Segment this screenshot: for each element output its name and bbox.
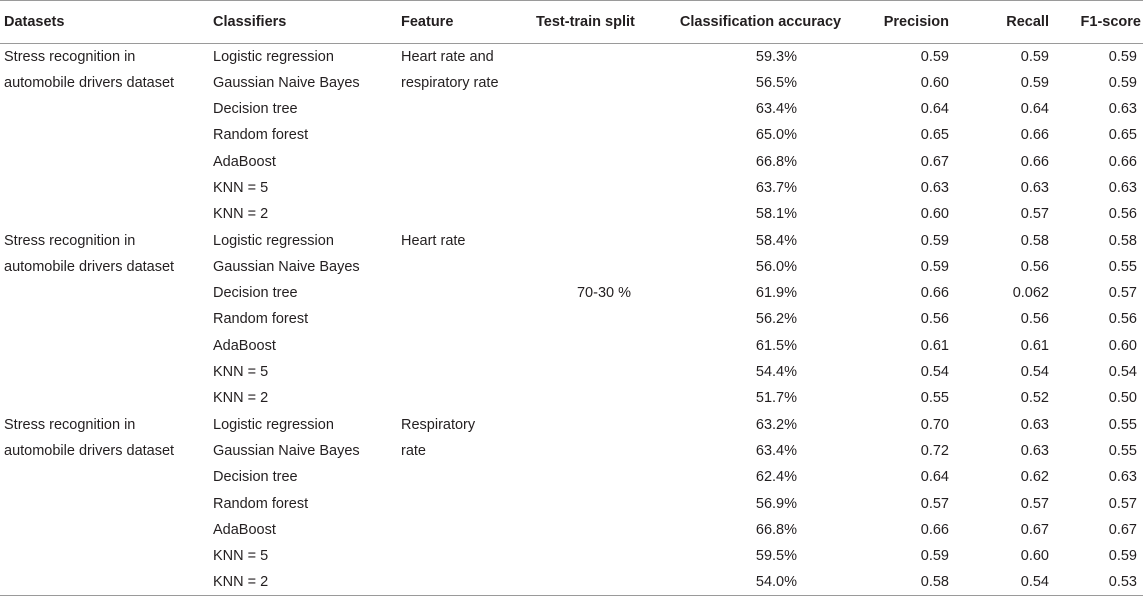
table-row — [0, 464, 1143, 490]
feature-cell — [401, 569, 536, 595]
dataset-cell — [0, 517, 213, 543]
precision-cell: 0.54 — [920, 364, 949, 381]
header-feature: Feature — [401, 1, 536, 44]
recall-cell: 0.66 — [1020, 127, 1049, 144]
feature-cell — [401, 201, 536, 227]
recall-cell: 0.062 — [1012, 285, 1049, 302]
classifier-cell: KNN = 5 — [213, 179, 269, 196]
dataset-cell — [0, 306, 213, 332]
table-row — [0, 569, 1143, 595]
feature-cell — [401, 96, 536, 122]
accuracy-cell: 66.8% — [755, 153, 797, 170]
table-row — [0, 359, 1143, 385]
table-row — [0, 228, 1143, 254]
dataset-label: automobile drivers dataset — [4, 258, 175, 275]
split-cell — [536, 149, 672, 175]
precision-cell: 0.59 — [920, 49, 949, 65]
dataset-cell — [0, 201, 213, 227]
feature-cell — [401, 306, 536, 332]
table-row — [0, 333, 1143, 359]
f1-score-cell: 0.59 — [1108, 548, 1137, 565]
table-row — [0, 254, 1143, 280]
accuracy-cell: 58.1% — [755, 206, 797, 223]
accuracy-cell: 56.9% — [755, 495, 797, 512]
recall-cell: 0.54 — [1020, 364, 1049, 381]
table-row — [0, 306, 1143, 332]
feature-cell — [401, 122, 536, 148]
accuracy-cell: 66.8% — [755, 521, 797, 538]
split-cell — [536, 44, 672, 70]
classifier-cell: Random forest — [213, 495, 309, 512]
precision-cell: 0.57 — [920, 495, 949, 512]
split-cell — [536, 122, 672, 148]
header-datasets: Datasets — [0, 1, 213, 44]
feature-cell — [401, 412, 536, 438]
accuracy-cell: 65.0% — [755, 127, 797, 144]
table-row — [0, 412, 1143, 438]
table-header — [0, 1, 1143, 44]
accuracy-cell: 58.4% — [755, 232, 797, 249]
header-test-train-split: Test-train split — [536, 1, 672, 44]
feature-label: Heart rate and — [401, 49, 494, 65]
f1-score-cell: 0.57 — [1108, 495, 1137, 512]
feature-cell — [401, 517, 536, 543]
header-f1-score: F1-score — [1063, 1, 1143, 44]
table-row — [0, 543, 1143, 569]
split-cell — [536, 359, 672, 385]
precision-cell: 0.66 — [920, 285, 949, 302]
recall-cell: 0.61 — [1020, 337, 1049, 354]
table-row — [0, 438, 1143, 464]
dataset-cell — [0, 543, 213, 569]
classifier-cell: AdaBoost — [213, 337, 276, 354]
accuracy-cell: 63.4% — [755, 101, 797, 118]
precision-cell: 0.59 — [920, 232, 949, 249]
f1-score-cell: 0.53 — [1063, 569, 1143, 595]
feature-cell — [401, 464, 536, 490]
table-row — [0, 96, 1143, 122]
classifier-cell: Gaussian Naive Bayes — [213, 442, 360, 459]
feature-label: Respiratory — [401, 416, 476, 433]
classifier-cell: KNN = 2 — [213, 206, 269, 223]
split-value: 70-30 % — [576, 285, 631, 302]
recall-cell: 0.56 — [1020, 311, 1049, 328]
feature-cell — [401, 491, 536, 517]
split-cell — [536, 70, 672, 96]
header-recall: Recall — [963, 1, 1063, 44]
dataset-label: Stress recognition in — [4, 232, 136, 249]
recall-cell: 0.60 — [1020, 548, 1049, 565]
header-classification-accuracy: Classification accuracy — [672, 1, 849, 44]
feature-cell — [401, 359, 536, 385]
precision-cell: 0.60 — [920, 206, 949, 223]
f1-score-cell: 0.57 — [1108, 285, 1137, 302]
accuracy-cell: 56.0% — [755, 258, 797, 275]
f1-score-cell: 0.50 — [1108, 390, 1137, 407]
table-row — [0, 70, 1143, 96]
precision-cell: 0.64 — [920, 101, 949, 118]
accuracy-cell: 63.2% — [755, 416, 797, 433]
split-cell — [536, 280, 672, 306]
feature-cell — [401, 70, 536, 96]
recall-cell: 0.57 — [1020, 206, 1049, 223]
dataset-cell — [0, 569, 213, 595]
precision-cell: 0.59 — [920, 258, 949, 275]
feature-cell — [401, 543, 536, 569]
dataset-cell — [0, 70, 213, 96]
classifier-cell: AdaBoost — [213, 153, 276, 170]
split-cell — [536, 464, 672, 490]
split-cell — [536, 333, 672, 359]
recall-cell: 0.59 — [1020, 74, 1049, 91]
classifier-cell: Random forest — [213, 127, 309, 144]
split-cell — [536, 306, 672, 332]
f1-score-cell: 0.66 — [1108, 153, 1137, 170]
classifier-cell: Random forest — [213, 311, 309, 328]
recall-cell: 0.67 — [1020, 521, 1049, 538]
dataset-cell — [0, 96, 213, 122]
f1-score-cell: 0.54 — [1108, 364, 1137, 381]
accuracy-cell: 59.5% — [755, 548, 797, 565]
dataset-cell — [0, 228, 213, 254]
dataset-cell — [0, 359, 213, 385]
feature-label: rate — [401, 442, 426, 459]
classifier-cell: KNN = 5 — [213, 548, 269, 565]
precision-cell: 0.55 — [920, 390, 949, 407]
feature-cell — [401, 149, 536, 175]
split-cell — [536, 517, 672, 543]
precision-cell: 0.70 — [920, 416, 949, 433]
precision-cell: 0.64 — [920, 469, 949, 486]
classifier-cell: KNN = 2 — [213, 390, 269, 407]
dataset-cell — [0, 254, 213, 280]
header-classifiers: Classifiers — [213, 1, 401, 44]
split-cell — [536, 491, 672, 517]
recall-cell: 0.64 — [1020, 101, 1049, 118]
feature-cell — [401, 333, 536, 359]
recall-cell: 0.56 — [1020, 258, 1049, 275]
split-cell — [536, 569, 672, 595]
f1-score-cell: 0.67 — [1108, 521, 1137, 538]
precision-cell: 0.67 — [920, 153, 949, 170]
f1-score-cell: 0.59 — [1108, 49, 1137, 65]
split-cell — [536, 175, 672, 201]
f1-score-cell: 0.63 — [1108, 469, 1137, 486]
dataset-cell — [0, 175, 213, 201]
accuracy-cell: 61.9% — [755, 285, 797, 302]
classifier-cell: Gaussian Naive Bayes — [213, 74, 360, 91]
table-row — [0, 201, 1143, 227]
table-row — [0, 517, 1143, 543]
dataset-label: automobile drivers dataset — [4, 74, 175, 91]
classifier-cell: Decision tree — [213, 101, 298, 118]
dataset-label: automobile drivers dataset — [4, 442, 175, 459]
feature-cell — [401, 280, 536, 306]
feature-cell — [401, 385, 536, 411]
feature-cell — [401, 44, 536, 70]
recall-cell: 0.63 — [1020, 416, 1049, 433]
split-cell — [536, 543, 672, 569]
classifier-cell: AdaBoost — [213, 521, 276, 538]
accuracy-cell: 59.3% — [755, 49, 797, 65]
precision-cell: 0.56 — [920, 311, 949, 328]
table-row — [0, 122, 1143, 148]
table-row — [0, 149, 1143, 175]
split-cell — [536, 201, 672, 227]
precision-cell: 0.66 — [920, 521, 949, 538]
split-cell — [536, 438, 672, 464]
dataset-label: Stress recognition in — [4, 49, 136, 65]
f1-score-cell: 0.59 — [1108, 74, 1137, 91]
header-row — [0, 1, 1143, 44]
split-cell — [536, 412, 672, 438]
table-row — [0, 491, 1143, 517]
accuracy-cell: 56.2% — [755, 311, 797, 328]
classifier-cell: Decision tree — [213, 285, 298, 302]
feature-cell — [401, 254, 536, 280]
split-cell — [536, 228, 672, 254]
precision-cell: 0.58 — [849, 569, 963, 595]
dataset-cell — [0, 149, 213, 175]
dataset-cell — [0, 412, 213, 438]
dataset-cell — [0, 438, 213, 464]
classifier-cell: Decision tree — [213, 469, 298, 486]
dataset-label: Stress recognition in — [4, 416, 136, 433]
classifier-cell: Logistic regression — [213, 232, 334, 249]
table-row — [0, 175, 1143, 201]
f1-score-cell: 0.56 — [1108, 206, 1137, 223]
table-row — [0, 385, 1143, 411]
header-precision: Precision — [849, 1, 963, 44]
f1-score-cell: 0.55 — [1108, 416, 1137, 433]
accuracy-cell: 63.4% — [755, 442, 797, 459]
accuracy-cell: 54.0% — [672, 569, 849, 595]
classifier-cell: Logistic regression — [213, 49, 334, 65]
f1-score-cell: 0.60 — [1108, 337, 1137, 354]
dataset-cell — [0, 491, 213, 517]
f1-score-cell: 0.55 — [1108, 442, 1137, 459]
precision-cell: 0.65 — [920, 127, 949, 144]
table-body — [0, 44, 1143, 596]
recall-cell: 0.57 — [1020, 495, 1049, 512]
accuracy-cell: 63.7% — [755, 179, 797, 196]
split-cell — [536, 96, 672, 122]
accuracy-cell: 51.7% — [755, 390, 797, 407]
recall-cell: 0.54 — [963, 569, 1063, 595]
dataset-cell — [0, 280, 213, 306]
recall-cell: 0.63 — [1020, 442, 1049, 459]
classifier-cell: KNN = 2 — [213, 569, 401, 595]
dataset-cell — [0, 464, 213, 490]
recall-cell: 0.58 — [1020, 232, 1049, 249]
dataset-cell — [0, 333, 213, 359]
accuracy-cell: 56.5% — [755, 74, 797, 91]
recall-cell: 0.62 — [1020, 469, 1049, 486]
recall-cell: 0.66 — [1020, 153, 1049, 170]
recall-cell: 0.52 — [1020, 390, 1049, 407]
recall-cell: 0.59 — [1020, 49, 1049, 65]
recall-cell: 0.63 — [1020, 179, 1049, 196]
dataset-cell — [0, 122, 213, 148]
precision-cell: 0.72 — [920, 442, 949, 459]
accuracy-cell: 54.4% — [755, 364, 797, 381]
classifier-cell: Logistic regression — [213, 416, 334, 433]
precision-cell: 0.63 — [920, 179, 949, 196]
f1-score-cell: 0.63 — [1108, 179, 1137, 196]
classifier-cell: Gaussian Naive Bayes — [213, 258, 360, 275]
f1-score-cell: 0.56 — [1108, 311, 1137, 328]
table-row — [0, 280, 1143, 306]
f1-score-cell: 0.65 — [1108, 127, 1137, 144]
dataset-cell — [0, 44, 213, 70]
f1-score-cell: 0.63 — [1108, 101, 1137, 118]
classifier-cell: KNN = 5 — [213, 364, 269, 381]
precision-cell: 0.60 — [920, 74, 949, 91]
feature-label: Heart rate — [401, 232, 466, 249]
feature-cell — [401, 228, 536, 254]
feature-cell — [401, 175, 536, 201]
f1-score-cell: 0.55 — [1108, 258, 1137, 275]
dataset-cell — [0, 385, 213, 411]
table-row — [0, 44, 1143, 70]
split-cell — [536, 385, 672, 411]
accuracy-cell: 61.5% — [755, 337, 797, 354]
f1-score-cell: 0.58 — [1108, 232, 1137, 249]
split-cell — [536, 254, 672, 280]
accuracy-cell: 62.4% — [755, 469, 797, 486]
feature-label: respiratory rate — [401, 74, 499, 91]
feature-cell — [401, 438, 536, 464]
precision-cell: 0.61 — [920, 337, 949, 354]
precision-cell: 0.59 — [920, 548, 949, 565]
